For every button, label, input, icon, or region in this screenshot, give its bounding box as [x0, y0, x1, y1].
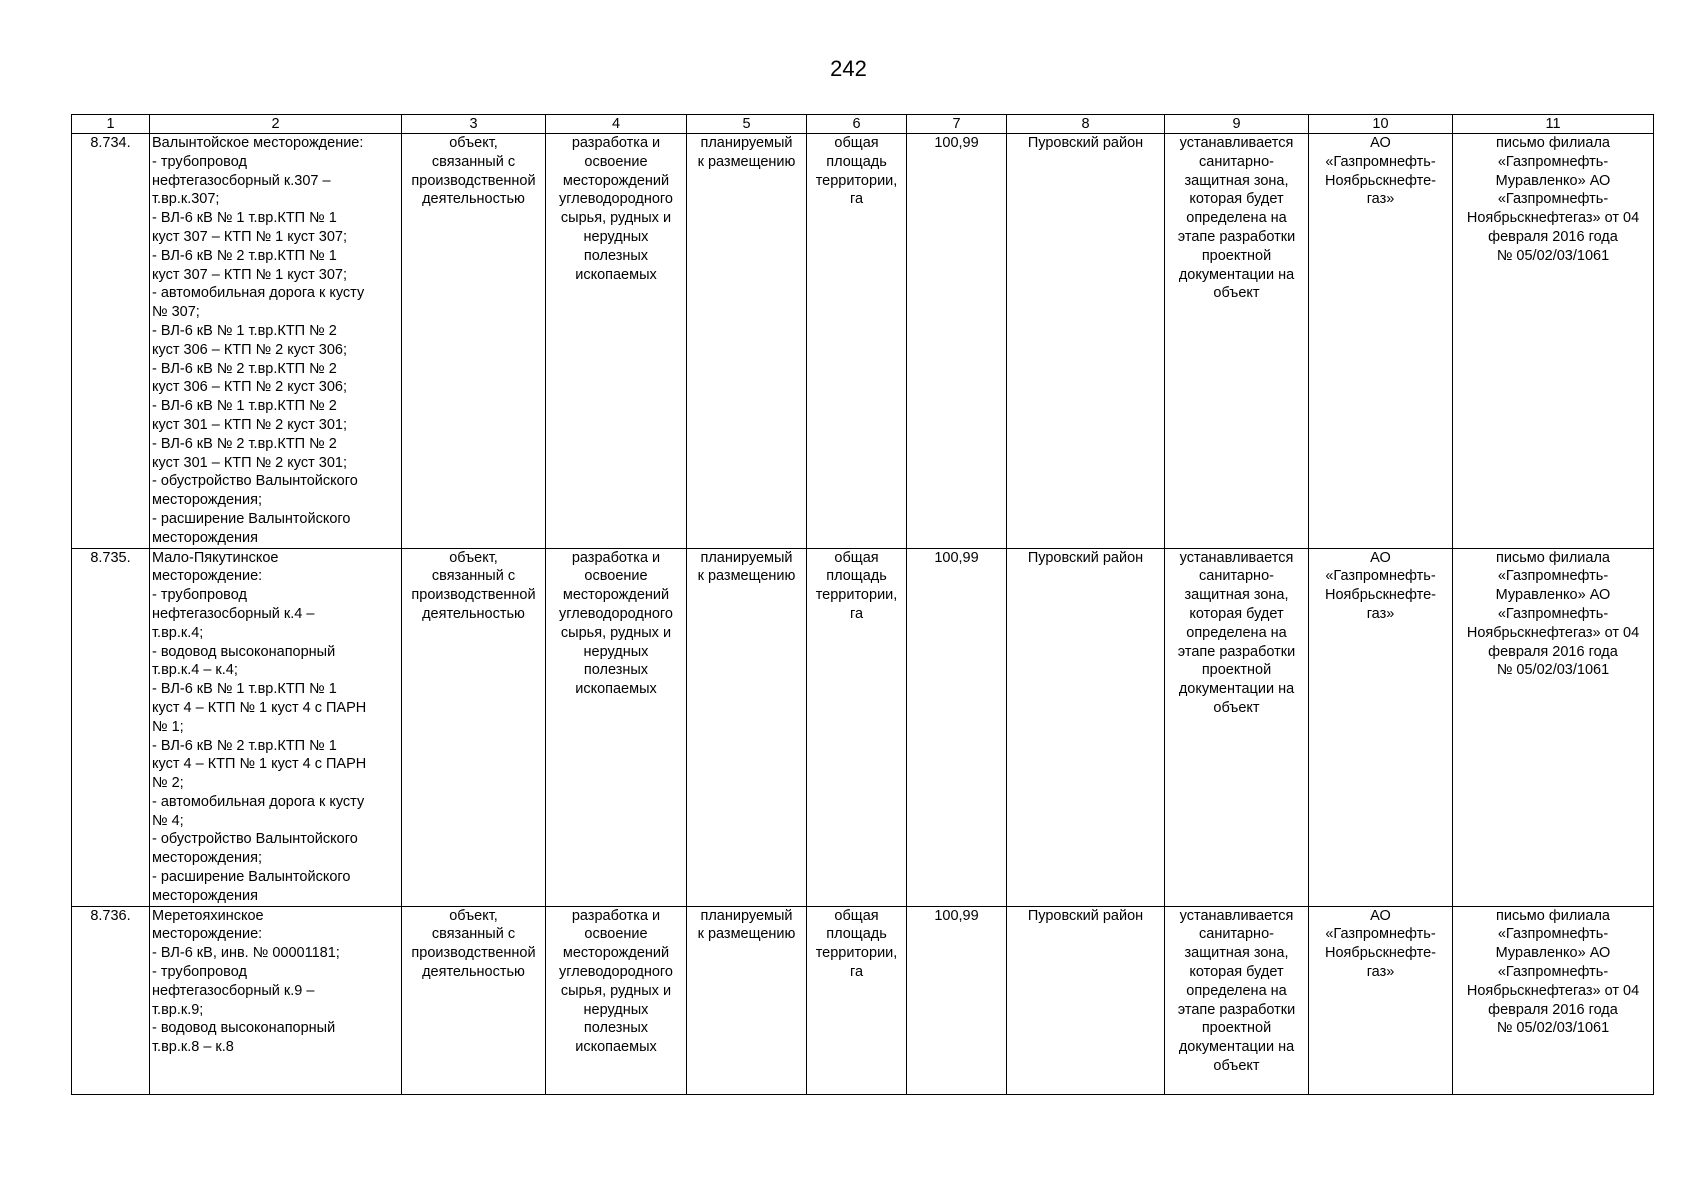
cell-text-line: планируемый: [700, 135, 793, 151]
cell-text-line: объект: [1213, 699, 1260, 716]
cell-text-line: планируемый: [700, 549, 793, 566]
cell-text-line: Ноябрьскнефтегаз» от 04: [1466, 982, 1640, 999]
cell-text-line: Ноябрьскнефте-: [1325, 945, 1436, 962]
object-type-cell: [402, 906, 546, 1094]
table-row: [72, 906, 1654, 1094]
cell-text-line: га: [849, 191, 864, 208]
cell-text-line: сырья, рудных и: [560, 210, 672, 227]
cell-text-line: - водовод высоконапорный: [152, 1020, 336, 1037]
cell-text-line: объект,: [449, 549, 498, 566]
object-type-cell: [402, 134, 546, 549]
cell-text-line: проектной: [1201, 247, 1272, 264]
cell-text-line: - расширение Валынтойского: [152, 869, 351, 886]
cell-text-line: нерудных: [583, 1001, 649, 1018]
object-name-cell: [150, 906, 402, 1094]
cell-text-line: этапе разработки: [1177, 643, 1296, 660]
cell-text-line: углеводородного: [559, 605, 673, 622]
cell-text-line: территории,: [815, 172, 898, 189]
column-header: 3: [402, 115, 546, 134]
cell-text-line: № 4;: [152, 812, 184, 829]
cell-text-line: которая будет: [1189, 605, 1284, 622]
cell-text-line: месторождение:: [152, 568, 263, 585]
cell-text-line: - ВЛ-6 кВ № 2 т.вр.КТП № 1: [152, 247, 337, 264]
cell-text-line: территории,: [815, 587, 898, 604]
purpose-cell: [546, 548, 687, 906]
cell-text-line: защитная зона,: [1184, 587, 1289, 604]
register-table: [71, 114, 1654, 1095]
cell-text-line: Мало-Пякутинское: [152, 549, 279, 566]
cell-text-line: газ»: [1366, 605, 1395, 622]
cell-text-line: Муравленко» АО: [1495, 172, 1611, 189]
cell-text-line: месторождений: [562, 945, 670, 962]
cell-text-line: ископаемых: [575, 266, 657, 283]
cell-text-line: которая будет: [1189, 191, 1284, 208]
value-cell: 100,99: [907, 548, 1007, 906]
cell-text-line: которая будет: [1189, 964, 1284, 981]
parameter-cell: [807, 548, 907, 906]
cell-text-line: связанный с: [431, 568, 516, 585]
cell-text-line: месторождения: [152, 529, 258, 546]
cell-text-line: Ноябрьскнефте-: [1325, 587, 1436, 604]
zone-cell: [1165, 906, 1309, 1094]
cell-text-line: связанный с: [431, 153, 516, 170]
cell-text-line: к размещению: [697, 153, 796, 170]
cell-text-line: «Газпромнефть-: [1497, 605, 1609, 622]
cell-text-line: «Газпромнефть-: [1497, 153, 1609, 170]
cell-text-line: разработка и: [571, 907, 661, 924]
cell-text-line: газ»: [1366, 191, 1395, 208]
cell-text-line: проектной: [1201, 1020, 1272, 1037]
cell-text-line: куст 306 – КТП № 2 куст 306;: [152, 341, 347, 358]
cell-text-line: ископаемых: [575, 1039, 657, 1056]
value-cell: 100,99: [907, 134, 1007, 549]
cell-text-line: документации на: [1178, 266, 1295, 283]
location-cell: Пуровский район: [1007, 548, 1165, 906]
cell-text-line: определена на: [1186, 624, 1287, 641]
cell-text-line: месторождение:: [152, 926, 263, 943]
row-number-cell: 8.735.: [72, 548, 150, 906]
column-header: 2: [150, 115, 402, 134]
cell-text-line: - ВЛ-6 кВ № 1 т.вр.КТП № 1: [152, 210, 337, 227]
cell-text-line: газ»: [1366, 964, 1395, 981]
cell-text-line: освоение: [584, 153, 648, 170]
status-cell: [687, 906, 807, 1094]
cell-text-line: - ВЛ-6 кВ, инв. № 00001181;: [152, 945, 340, 962]
column-header: 10: [1309, 115, 1453, 134]
cell-text-line: т.вр.к.8 – к.8: [152, 1039, 234, 1056]
cell-text-line: освоение: [584, 568, 648, 585]
cell-text-line: устанавливается: [1179, 907, 1294, 924]
cell-text-line: месторождения: [152, 887, 258, 904]
cell-text-line: углеводородного: [559, 191, 673, 208]
cell-text-line: объект,: [449, 907, 498, 924]
cell-text-line: углеводородного: [559, 964, 673, 981]
cell-text-line: площадь: [826, 568, 887, 585]
cell-text-line: месторождений: [562, 587, 670, 604]
cell-text-line: «Газпромнефть-: [1497, 926, 1609, 943]
column-header: 5: [687, 115, 807, 134]
cell-text-line: к размещению: [697, 568, 796, 585]
cell-text-line: площадь: [826, 926, 887, 943]
cell-text-line: разработка и: [571, 549, 661, 566]
column-header: 9: [1165, 115, 1309, 134]
cell-text-line: т.вр.к.4;: [152, 624, 204, 641]
location-cell: Пуровский район: [1007, 134, 1165, 549]
cell-text-line: куст 307 – КТП № 1 куст 307;: [152, 266, 347, 283]
cell-text-line: - автомобильная дорога к кусту: [152, 793, 365, 810]
cell-text-line: устанавливается: [1179, 549, 1294, 566]
cell-text-line: - трубопровод: [152, 153, 247, 170]
cell-text-line: письмо филиала: [1496, 549, 1610, 566]
table-row: [72, 548, 1654, 906]
cell-text-line: деятельностью: [422, 191, 525, 208]
cell-text-line: - расширение Валынтойского: [152, 510, 351, 527]
cell-text-line: защитная зона,: [1184, 172, 1289, 189]
page-number: 242: [830, 56, 867, 81]
cell-text-line: Ноябрьскнефте-: [1325, 172, 1436, 189]
cell-text-line: - ВЛ-6 кВ № 1 т.вр.КТП № 1: [152, 681, 337, 698]
cell-text-line: сырья, рудных и: [560, 624, 672, 641]
cell-text-line: нефтегазосборный к.9 –: [152, 982, 315, 999]
cell-text-line: сырья, рудных и: [560, 982, 672, 999]
cell-text-line: санитарно-: [1199, 153, 1274, 170]
cell-text-line: - трубопровод: [152, 587, 247, 604]
cell-text-line: этапе разработки: [1177, 1001, 1296, 1018]
cell-text-line: деятельностью: [422, 964, 525, 981]
cell-text-line: Муравленко» АО: [1495, 587, 1611, 604]
cell-text-line: Ноябрьскнефтегаз» от 04: [1466, 210, 1640, 227]
cell-text-line: «Газпромнефть-: [1497, 191, 1609, 208]
cell-text-line: - обустройство Валынтойского: [152, 831, 358, 848]
parameter-cell: [807, 906, 907, 1094]
cell-text-line: - водовод высоконапорный: [152, 643, 336, 660]
owner-cell: [1309, 548, 1453, 906]
cell-text-line: «Газпромнефть-: [1497, 568, 1609, 585]
cell-text-line: деятельностью: [422, 605, 525, 622]
cell-text-line: т.вр.к.307;: [152, 191, 220, 208]
column-header: 8: [1007, 115, 1165, 134]
location-cell: Пуровский район: [1007, 906, 1165, 1094]
owner-cell: [1309, 906, 1453, 1094]
cell-text-line: объект,: [449, 135, 498, 151]
status-cell: [687, 134, 807, 549]
cell-text-line: № 2;: [152, 775, 184, 792]
cell-text-line: документации на: [1178, 1039, 1295, 1056]
cell-text-line: производственной: [411, 945, 536, 962]
cell-text-line: ископаемых: [575, 681, 657, 698]
cell-text-line: га: [849, 605, 864, 622]
cell-text-line: февраля 2016 года: [1488, 1001, 1618, 1018]
cell-text-line: куст 306 – КТП № 2 куст 306;: [152, 379, 347, 396]
cell-text-line: устанавливается: [1179, 135, 1294, 151]
cell-text-line: - ВЛ-6 кВ № 2 т.вр.КТП № 2: [152, 360, 337, 377]
cell-text-line: нерудных: [583, 643, 649, 660]
cell-text-line: производственной: [411, 587, 536, 604]
column-header: 4: [546, 115, 687, 134]
cell-text-line: письмо филиала: [1496, 907, 1610, 924]
cell-text-line: - автомобильная дорога к кусту: [152, 285, 365, 302]
cell-text-line: нефтегазосборный к.4 –: [152, 605, 315, 622]
cell-text-line: связанный с: [431, 926, 516, 943]
cell-text-line: куст 4 – КТП № 1 куст 4 с ПАРН: [152, 756, 367, 773]
cell-text-line: «Газпромнефть-: [1325, 153, 1436, 170]
cell-text-line: объект: [1213, 1058, 1260, 1075]
cell-text-line: февраля 2016 года: [1488, 228, 1618, 245]
cell-text-line: Валынтойское месторождение:: [152, 135, 364, 151]
cell-text-line: месторождений: [562, 172, 670, 189]
object-name-cell: [150, 134, 402, 549]
table-row: [72, 134, 1654, 549]
value-cell: 100,99: [907, 906, 1007, 1094]
basis-cell: [1453, 906, 1654, 1094]
column-header: 7: [907, 115, 1007, 134]
owner-cell: [1309, 134, 1453, 549]
column-header: 6: [807, 115, 907, 134]
cell-text-line: - ВЛ-6 кВ № 2 т.вр.КТП № 2: [152, 435, 337, 452]
cell-text-line: - ВЛ-6 кВ № 1 т.вр.КТП № 2: [152, 398, 337, 415]
cell-text-line: нерудных: [583, 228, 649, 245]
column-header: 1: [72, 115, 150, 134]
cell-text-line: освоение: [584, 926, 648, 943]
cell-text-line: полезных: [583, 662, 649, 679]
cell-text-line: АО: [1370, 907, 1391, 924]
basis-cell: [1453, 134, 1654, 549]
cell-text-line: - ВЛ-6 кВ № 2 т.вр.КТП № 1: [152, 737, 337, 754]
cell-text-line: письмо филиала: [1496, 135, 1610, 151]
cell-text-line: Ноябрьскнефтегаз» от 04: [1466, 624, 1640, 641]
cell-text-line: АО: [1370, 135, 1391, 151]
cell-text-line: куст 4 – КТП № 1 куст 4 с ПАРН: [152, 699, 367, 716]
zone-cell: [1165, 548, 1309, 906]
purpose-cell: [546, 906, 687, 1094]
cell-text-line: - трубопровод: [152, 964, 247, 981]
cell-text-line: га: [849, 964, 864, 981]
basis-cell: [1453, 548, 1654, 906]
parameter-cell: [807, 134, 907, 549]
cell-text-line: № 05/02/03/1061: [1496, 662, 1610, 679]
cell-text-line: «Газпромнефть-: [1325, 568, 1436, 585]
cell-text-line: общая: [834, 907, 879, 924]
cell-text-line: территории,: [815, 945, 898, 962]
cell-text-line: № 307;: [152, 304, 200, 321]
cell-text-line: определена на: [1186, 982, 1287, 999]
cell-text-line: защитная зона,: [1184, 945, 1289, 962]
cell-text-line: объект: [1213, 285, 1260, 302]
cell-text-line: определена на: [1186, 210, 1287, 227]
cell-text-line: документации на: [1178, 681, 1295, 698]
cell-text-line: к размещению: [697, 926, 796, 943]
row-number-cell: 8.736.: [72, 906, 150, 1094]
cell-text-line: площадь: [826, 153, 887, 170]
cell-text-line: общая: [834, 549, 879, 566]
row-number-cell: 8.734.: [72, 134, 150, 549]
cell-text-line: общая: [834, 135, 879, 151]
purpose-cell: [546, 134, 687, 549]
cell-text-line: проектной: [1201, 662, 1272, 679]
cell-text-line: Меретояхинское: [152, 907, 264, 924]
cell-text-line: № 05/02/03/1061: [1496, 1020, 1610, 1037]
cell-text-line: месторождения;: [152, 492, 263, 509]
cell-text-line: АО: [1370, 549, 1391, 566]
cell-text-line: - ВЛ-6 кВ № 1 т.вр.КТП № 2: [152, 322, 337, 339]
cell-text-line: санитарно-: [1199, 926, 1274, 943]
cell-text-line: месторождения;: [152, 850, 263, 867]
cell-text-line: этапе разработки: [1177, 228, 1296, 245]
header-row: [72, 115, 1654, 134]
cell-text-line: планируемый: [700, 907, 793, 924]
cell-text-line: «Газпромнефть-: [1325, 926, 1436, 943]
cell-text-line: куст 301 – КТП № 2 куст 301;: [152, 416, 347, 433]
cell-text-line: № 05/02/03/1061: [1496, 247, 1610, 264]
cell-text-line: «Газпромнефть-: [1497, 964, 1609, 981]
column-header: 11: [1453, 115, 1654, 134]
object-name-cell: [150, 548, 402, 906]
cell-text-line: полезных: [583, 1020, 649, 1037]
cell-text-line: производственной: [411, 172, 536, 189]
cell-text-line: нефтегазосборный к.307 –: [152, 172, 331, 189]
object-type-cell: [402, 548, 546, 906]
cell-text-line: куст 307 – КТП № 1 куст 307;: [152, 228, 347, 245]
cell-text-line: № 1;: [152, 718, 184, 735]
cell-text-line: куст 301 – КТП № 2 куст 301;: [152, 454, 347, 471]
cell-text-line: - обустройство Валынтойского: [152, 473, 358, 490]
cell-text-line: Муравленко» АО: [1495, 945, 1611, 962]
cell-text-line: т.вр.к.9;: [152, 1001, 204, 1018]
cell-text-line: полезных: [583, 247, 649, 264]
cell-text-line: т.вр.к.4 – к.4;: [152, 662, 238, 679]
cell-text-line: разработка и: [571, 135, 661, 151]
cell-text-line: февраля 2016 года: [1488, 643, 1618, 660]
zone-cell: [1165, 134, 1309, 549]
cell-text-line: санитарно-: [1199, 568, 1274, 585]
status-cell: [687, 548, 807, 906]
